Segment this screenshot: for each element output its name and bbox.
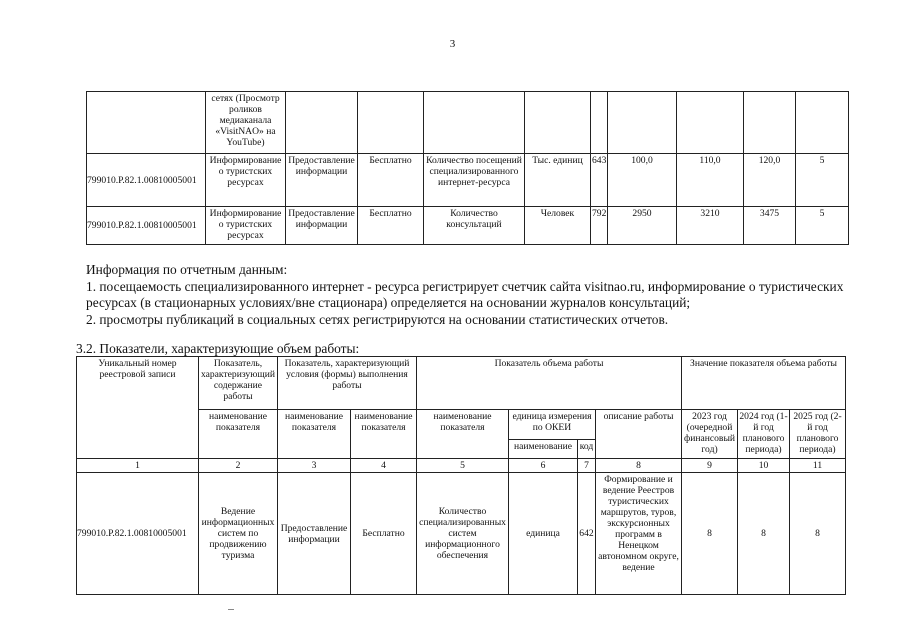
table-row [77,473,846,595]
registry-code: 799010.Р.82.1.00810005001 [77,473,199,595]
scan-mark [228,609,234,610]
header-value: Значение показателя объема работы [682,357,846,410]
table-row [87,154,849,207]
table-cell: 642 [578,473,596,595]
header-description: описание работы [596,410,682,459]
column-number: 9 [682,459,738,473]
table-row [87,92,849,154]
column-number: 2 [199,459,278,473]
table-cell [677,92,744,154]
header-year-2024: 2024 год (1-й год планового периода) [738,410,790,459]
registry-code: 799010.Р.82.1.00810005001 [87,154,206,207]
header-year-2023: 2023 год (очередной финансовый год) [682,410,738,459]
table-cell [424,92,525,154]
table-cell: 5 [796,207,849,245]
table-cell: 8 [682,473,738,595]
table-cell [744,92,796,154]
table-cell: Формирование и ведение Реестров туристических маршрутов, туров, экскурсионных программ в Ненецком автономном округе, ведение [596,473,682,595]
reporting-info [86,262,856,328]
indicators-quality-table-continued [86,91,849,245]
table-cell: Предоставление информации [286,207,358,245]
table-cell [286,92,358,154]
column-number: 10 [738,459,790,473]
table-cell: Информирование о туристских ресурсах [206,207,286,245]
table-cell: Количество посещений специализированного интернет-ресурса [424,154,525,207]
header-year-2025: 2025 год (2-й год планового периода) [790,410,846,459]
table-cell [608,92,677,154]
header-okei-code: код [578,440,596,459]
table-cell [87,92,206,154]
table-cell: 120,0 [744,154,796,207]
table-cell: Количество специализированных систем информационного обеспечения [417,473,509,595]
table-cell: Предоставление информации [286,154,358,207]
table-cell: 8 [738,473,790,595]
info-paragraph-2: 2. просмотры публикаций в социальных сетях регистрируются на основании статистических отчетов. [86,311,669,327]
table-cell: 3475 [744,207,796,245]
info-paragraph-1: 1. посещаемость специализированного интернет - ресурса регистрирует счетчик сайта visitnao.ru, информирование о туристических ресурсах (в стационарных условиях/вне стационара) определяется на основании журналов консультаций; [86,278,844,310]
table-cell: Информирование о туристских ресурсах [206,154,286,207]
header-name: наименование показателя [199,410,278,459]
page-number: 3 [449,38,456,50]
column-number: 1 [77,459,199,473]
column-number: 11 [790,459,846,473]
table-cell: 792 [591,207,608,245]
table-cell: Количество консультаций [424,207,525,245]
table-cell [358,92,424,154]
column-number: 3 [278,459,351,473]
header-okei: единица измерения по ОКЕИ [509,410,596,440]
table-cell [525,92,591,154]
table-cell: 5 [796,154,849,207]
table-cell: Бесплатно [358,154,424,207]
column-number: 6 [509,459,578,473]
table-cell [796,92,849,154]
header-row [77,357,846,410]
header-volume: Показатель объема работы [417,357,682,410]
header-name: наименование показателя [351,410,417,459]
table-cell [591,92,608,154]
header-content: Показатель, характеризующий содержание работы [199,357,278,410]
column-number: 4 [351,459,417,473]
table-cell: сетях (Просмотр роликов медиаканала «VisitNAO» на YouTube) [206,92,286,154]
header-name: наименование показателя [278,410,351,459]
table-cell: Предоставление информации [278,473,351,595]
header-okei-name: наименование [509,440,578,459]
table-cell: 3210 [677,207,744,245]
info-title: Информация по отчетным данным: [86,262,288,277]
header-name: наименование показателя [417,410,509,459]
section-title: 3.2. Показатели, характеризующие объем работы: [76,341,360,356]
table-cell: 2950 [608,207,677,245]
table-cell: Тыс. единиц [525,154,591,207]
table-row [87,207,849,245]
table-cell: Бесплатно [358,207,424,245]
table-cell: 8 [790,473,846,595]
registry-code: 799010.Р.82.1.00810005001 [87,207,206,245]
column-number: 7 [578,459,596,473]
table-cell: 100,0 [608,154,677,207]
column-number: 5 [417,459,509,473]
column-number: 8 [596,459,682,473]
table-cell: Человек [525,207,591,245]
table-cell: 643 [591,154,608,207]
table-cell: 110,0 [677,154,744,207]
header-unique-number: Уникальный номер реестровой записи [77,357,199,459]
table-cell: Ведение информационных систем по продвижению туризма [199,473,278,595]
column-number-row [77,459,846,473]
header-conditions: Показатель, характеризующий условия (формы) выполнения работы [278,357,417,410]
table-cell: единица [509,473,578,595]
table-cell: Бесплатно [351,473,417,595]
volume-indicators-table [76,356,846,595]
